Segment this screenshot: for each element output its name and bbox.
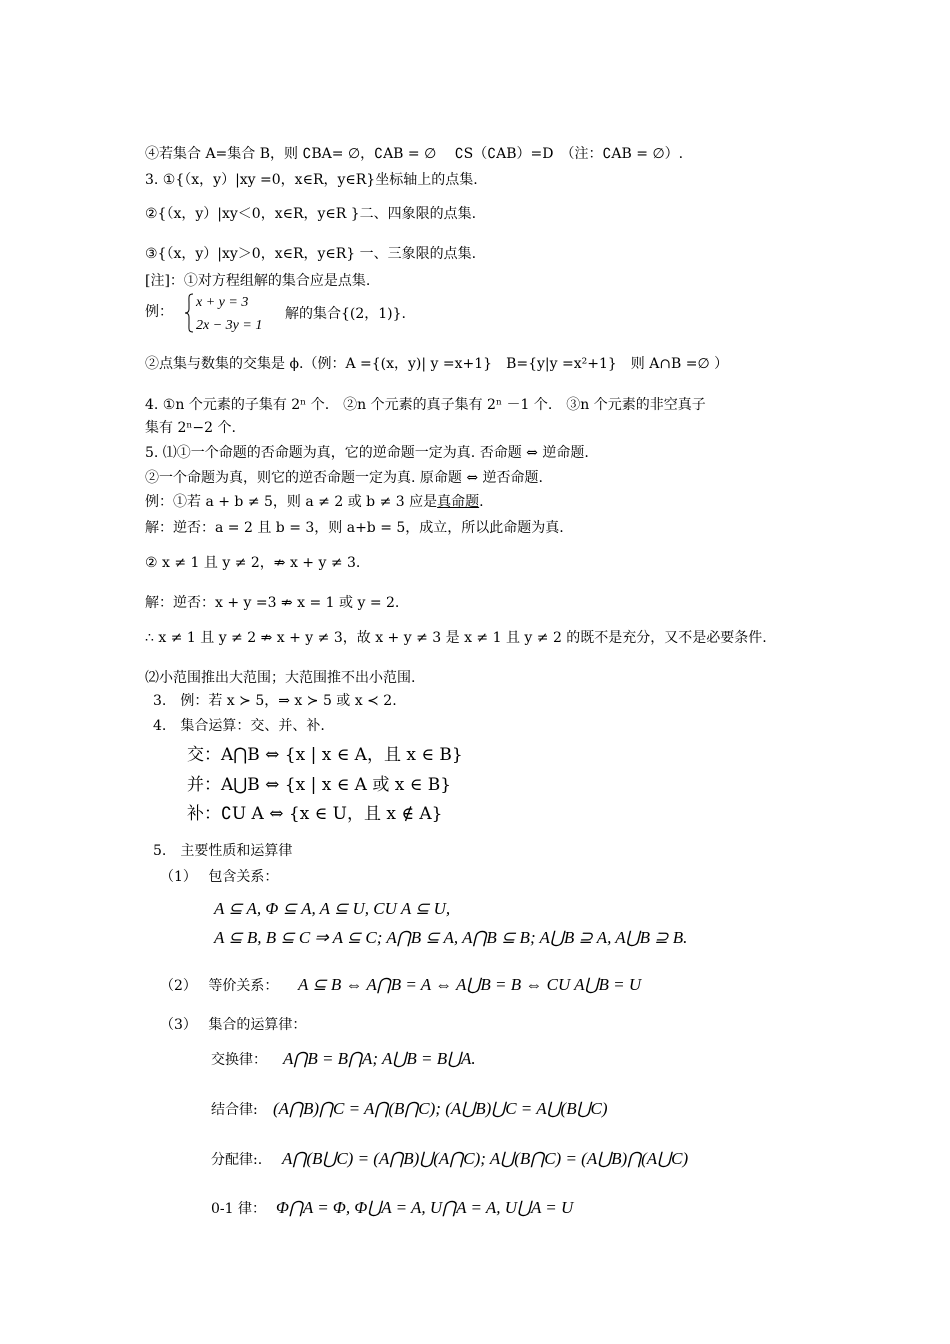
solution-set: 解的集合{(2，1)}. bbox=[285, 306, 407, 322]
line-subset-note: ④若集合 A=集合 B，则 ∁BA= ∅，∁AB = ∅ ∁S（∁AB）=D （注：∁AB = ∅）. bbox=[145, 146, 684, 162]
zero-one-formula: Φ⋂A = Φ, Φ⋃A = A, U⋂A = A, U⋃A = U bbox=[276, 1198, 574, 1217]
line-4-subsets: 4. ①n 个元素的子集有 2ⁿ 个. ②n 个元素的真子集有 2ⁿ －1 个. ③n 个元素的非空真子 bbox=[145, 397, 706, 413]
line-scope: ⑵小范围推出大范围；大范围推不出小范围. bbox=[145, 670, 416, 686]
inclusion-formula-1: A ⊆ A, Φ ⊆ A, A ⊆ U, CU A ⊆ U, bbox=[214, 899, 451, 918]
distributive-formula: A⋂(B⋃C) = (A⋂B)⋃(A⋂C); A⋃(B⋂C) = (A⋃B)⋂(A⋃C) bbox=[282, 1149, 689, 1168]
commutative-formula: A⋂B = B⋂A; A⋃B = B⋃A. bbox=[283, 1049, 476, 1068]
line-conclusion: ∴ x ≠ 1 且 y ≠ 2 ⇏ x + y ≠ 3，故 x + y ≠ 3 是 x ≠ 1 且 y ≠ 2 的既不是充分，又不是必要条件. bbox=[145, 630, 767, 646]
intersection-def: 交：A⋂B ⇔ {x | x ∈ A，且 x ∈ B} bbox=[187, 745, 463, 765]
equation-2: 2x − 3y = 1 bbox=[196, 318, 263, 333]
true-proposition: 真命题 bbox=[437, 494, 480, 510]
line-solution-1: 解：逆否：a = 2 且 b = 3，则 a+b = 5，成立，所以此命题为真. bbox=[145, 520, 564, 536]
line-5-2: ②一个命题为真，则它的逆否命题一定为真. 原命题 ⇔ 逆否命题. bbox=[145, 470, 543, 486]
associative-label: 结合律: bbox=[211, 1102, 258, 1118]
equation-system-brace bbox=[184, 293, 194, 333]
line-4-subsets-cont: 集有 2ⁿ−2 个. bbox=[145, 420, 236, 436]
union-def: 并：A⋃B ⇔ {x | x ∈ A 或 x ∈ B} bbox=[187, 775, 452, 795]
line-solution-2: 解：逆否：x + y =3 ⇏ x = 1 或 y = 2. bbox=[145, 595, 400, 611]
item-3-label: （3） 集合的运算律： bbox=[160, 1017, 307, 1033]
complement-def: 补：∁U A ⇔ {x ∈ U，且 x ∉ A} bbox=[187, 804, 443, 824]
inclusion-formula-2: A ⊆ B, B ⊆ C ⇒ A ⊆ C; A⋂B ⊆ A, A⋂B ⊆ B; A⋃B ⊇ A, A⋃B ⊇ B. bbox=[214, 928, 688, 947]
example-1-end: . bbox=[479, 494, 484, 510]
equation-1: x + y = 3 bbox=[196, 295, 249, 310]
commutative-label: 交换律： bbox=[211, 1052, 267, 1068]
equivalence-formula: A ⊆ B ⇔ A⋂B = A ⇔ A⋃B = B ⇔ CU A⋃B = U bbox=[298, 975, 642, 994]
line-example-2: ② x ≠ 1 且 y ≠ 2，⇏ x + y ≠ 3. bbox=[145, 555, 361, 571]
line-3-3: ③{（x，y）|xy＞0，x∈R，y∈R} 一、三象限的点集. bbox=[145, 246, 477, 262]
line-point-vs-number-set: ②点集与数集的交集是 ϕ.（例：A ={(x，y)| y =x+1} B={y|y =x²+1} 则 A∩B =∅ ） bbox=[145, 356, 729, 372]
item-1-label: （1） 包含关系： bbox=[160, 869, 279, 885]
line-5-1: 5. ⑴①一个命题的否命题为真，它的逆命题一定为真. 否命题 ⇔ 逆命题. bbox=[145, 445, 589, 461]
line-4-operations: 4. 集合运算：交、并、补. bbox=[153, 718, 325, 734]
line-note-point-set: [注]：①对方程组解的集合应是点集. bbox=[145, 273, 371, 289]
line-3-2: ②{（x，y）|xy＜0，x∈R，y∈R }二、四象限的点集. bbox=[145, 206, 477, 222]
distributive-label: 分配律:. bbox=[211, 1152, 263, 1168]
example-1-text: 例：①若 a + b ≠ 5，则 a ≠ 2 或 b ≠ 3 应是 bbox=[145, 494, 438, 510]
associative-formula: (A⋂B)⋂C = A⋂(B⋂C); (A⋃B)⋃C = A⋃(B⋃C) bbox=[273, 1099, 608, 1118]
line-example-1 bbox=[145, 493, 484, 511]
line-3-example: 3. 例：若 x ≻ 5，⇒ x ≻ 5 或 x ≺ 2. bbox=[153, 693, 397, 709]
line-3-1: 3. ①{（x，y）|xy =0，x∈R，y∈R}坐标轴上的点集. bbox=[145, 172, 478, 188]
item-2-label: （2） 等价关系： bbox=[160, 978, 279, 994]
example-label: 例： bbox=[145, 304, 173, 320]
line-5-properties: 5. 主要性质和运算律 bbox=[153, 843, 293, 859]
zero-one-label: 0-1 律： bbox=[211, 1201, 266, 1217]
